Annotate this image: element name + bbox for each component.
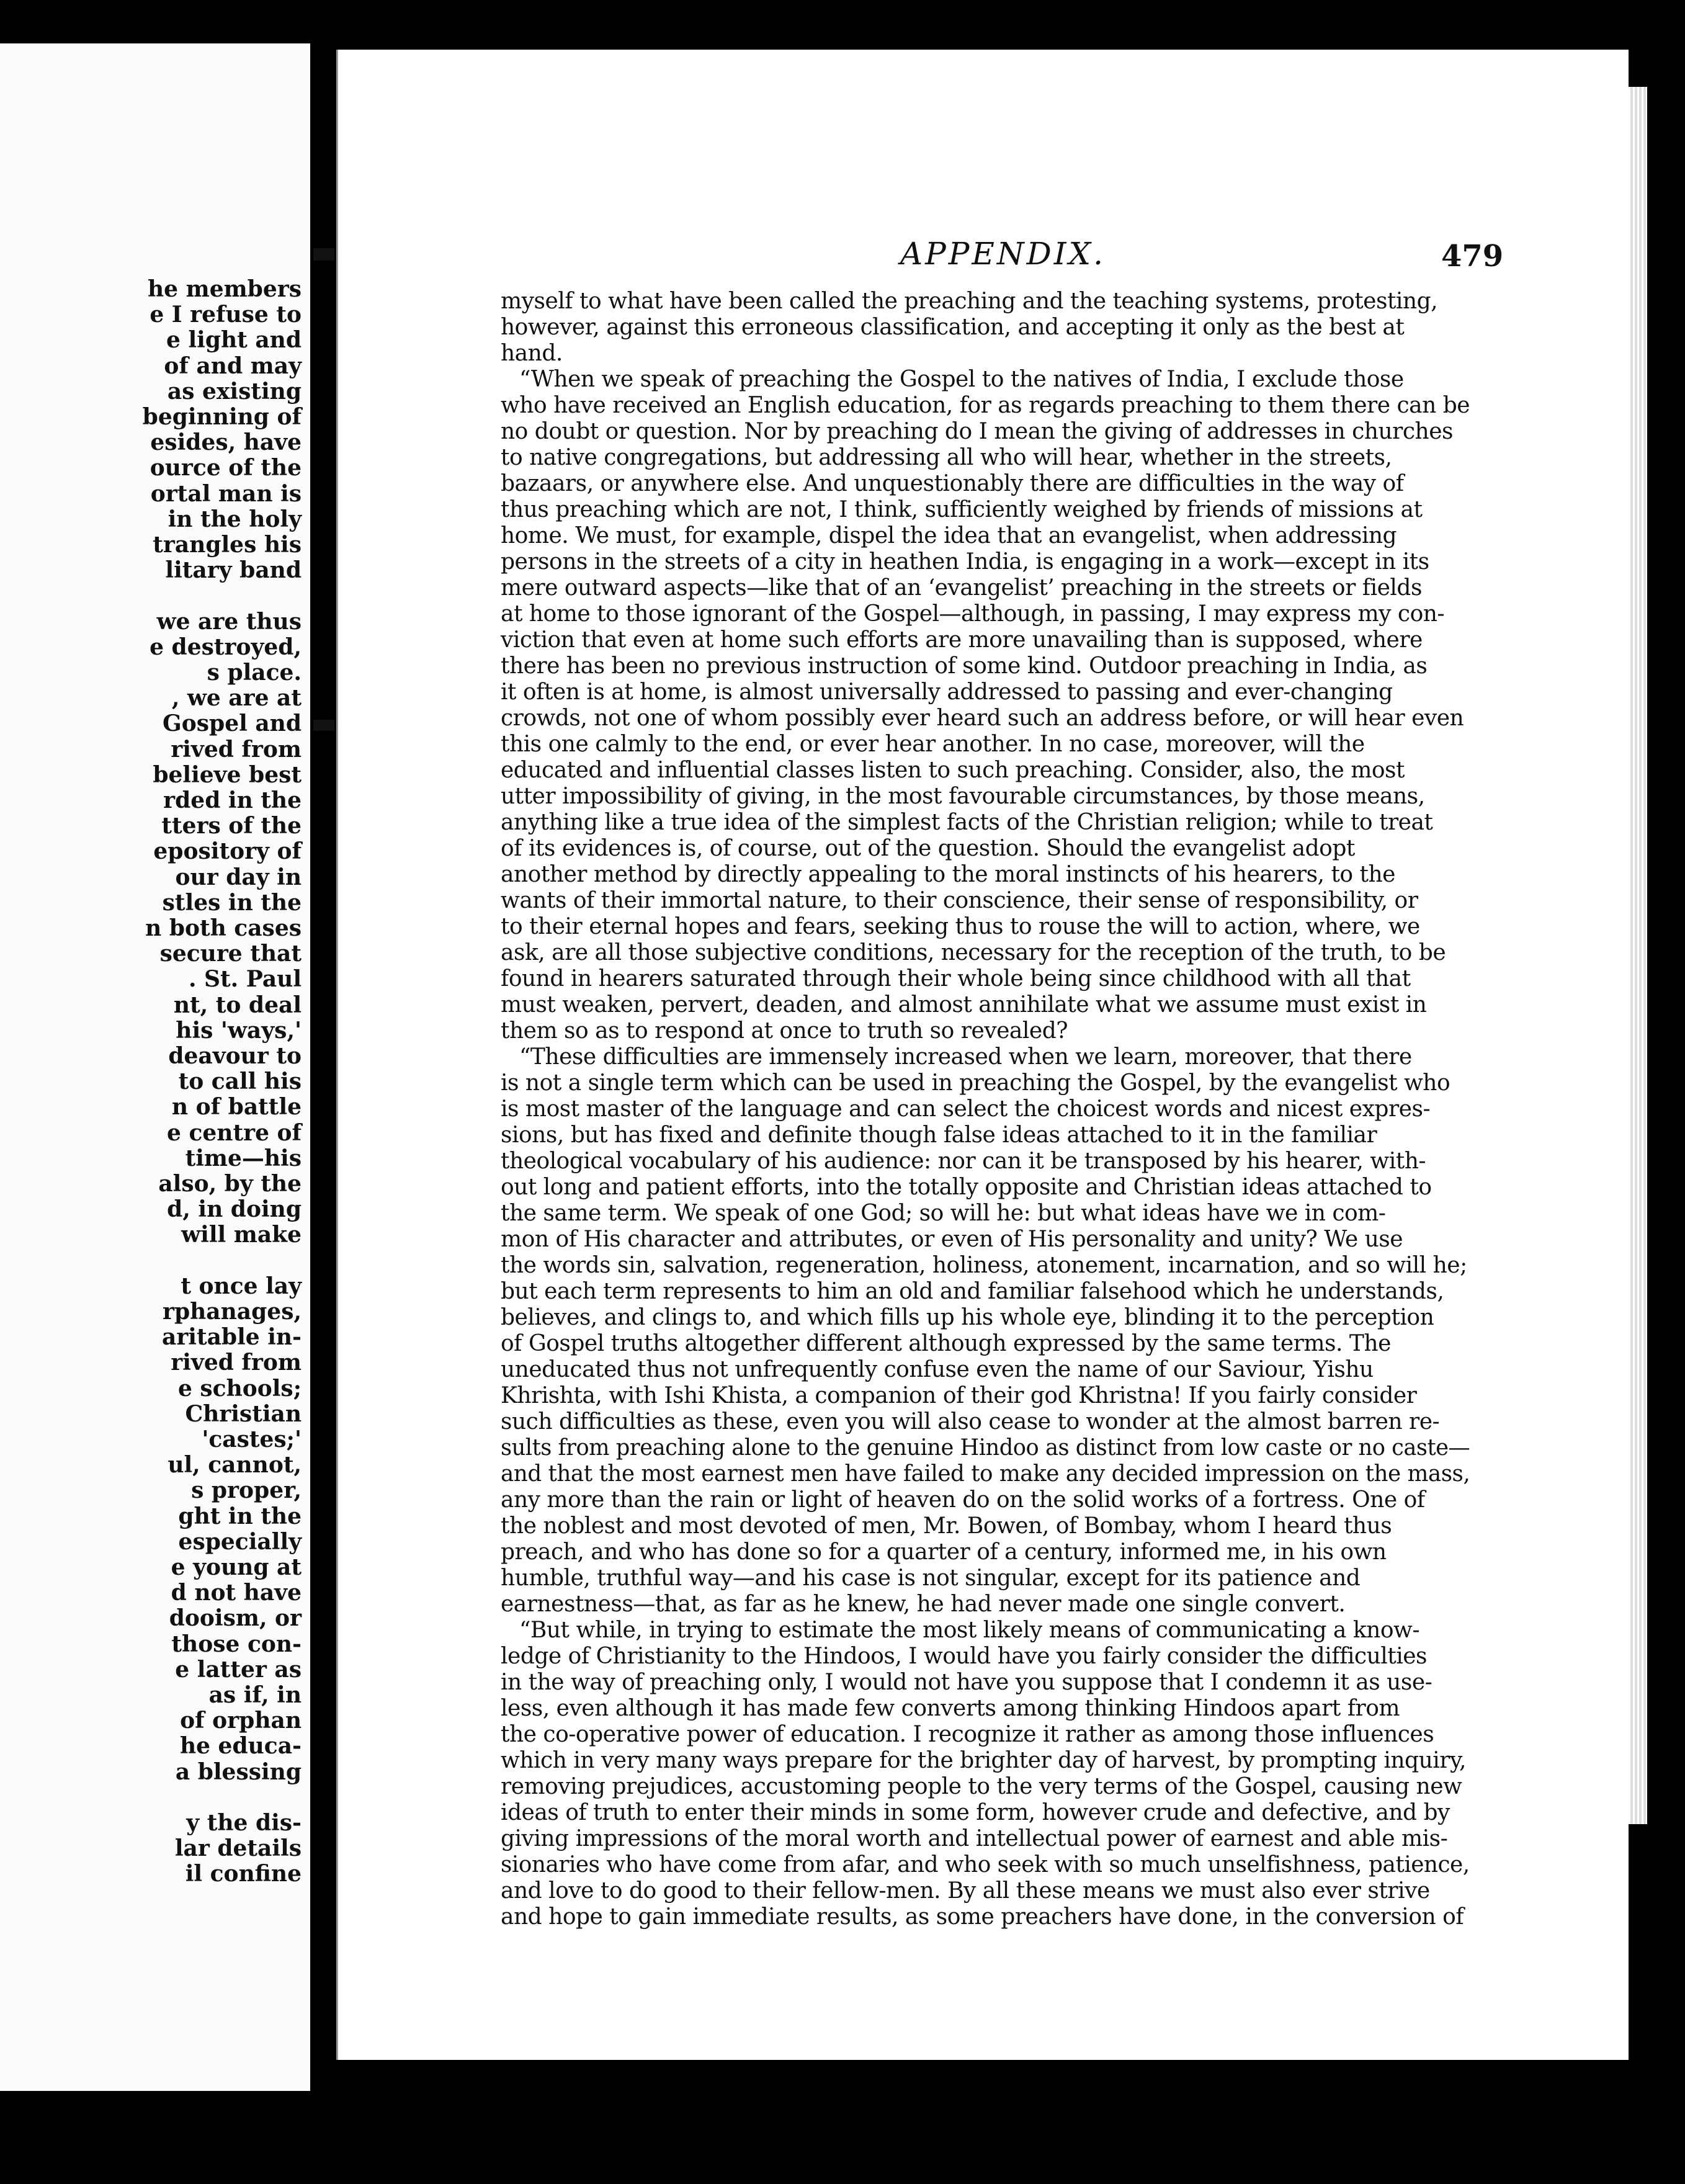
text-line: is not a single term which can be used in preaching the Gospel, by the evangelist who — [501, 1070, 1450, 1096]
body-text — [501, 289, 1470, 1930]
text-line: bazaars, or anywhere else. And unquestionably there are difficulties in the way of — [501, 471, 1404, 496]
fragment-line: litary band — [165, 557, 302, 584]
fragment-line: e centre of — [167, 1119, 302, 1146]
text-line: this one calmly to the end, or ever hear another. In no case, moreover, will the — [501, 732, 1365, 757]
fragment-line: to call his — [178, 1068, 302, 1095]
text-line: crowds, not one of whom possibly ever heard such an address before, or will hear even — [501, 705, 1464, 731]
text-line: “When we speak of preaching the Gospel to the natives of India, I exclude those — [519, 367, 1404, 392]
fragment-line: he members — [147, 276, 302, 302]
fragment-line: as if, in — [208, 1682, 302, 1708]
fragment-line: Christian — [185, 1400, 302, 1427]
fragment-line: e destroyed, — [150, 633, 302, 660]
fragment-line: he educa- — [179, 1733, 302, 1760]
text-line: preach, and who has done so for a quarter of a century, informed me, in his own — [501, 1539, 1387, 1565]
text-line: any more than the rain or light of heaven do on the solid works of a fortress. One of — [501, 1487, 1425, 1513]
text-line: ask, are all those subjective conditions, necessary for the reception of the truth, to be — [501, 940, 1446, 965]
fragment-line: in the holy — [168, 506, 302, 532]
text-line: uneducated thus not unfrequently confuse even the name of our Saviour, Yishu — [501, 1357, 1374, 1382]
fragment-line: deavour to — [168, 1043, 302, 1069]
text-line: anything like a true idea of the simplest facts of the Christian religion; while to treat — [501, 810, 1433, 835]
text-line: another method by directly appealing to the moral instincts of his hearers, to the — [501, 862, 1395, 887]
fragment-line: , we are at — [171, 685, 302, 712]
fragment-line: 'castes;' — [202, 1426, 302, 1452]
fragment-line: e latter as — [175, 1656, 302, 1683]
fragment-line: secure that — [159, 941, 302, 967]
text-line: ideas of truth to enter their minds in some form, however crude and defective, and by — [501, 1800, 1450, 1825]
text-line: and hope to gain immediate results, as some preachers have done, in the conversion of — [501, 1904, 1464, 1930]
fragment-line: ource of the — [150, 455, 302, 481]
facing-page-fragment — [0, 43, 310, 2091]
fragment-line: ul, cannot, — [168, 1452, 302, 1479]
fragment-line: as existing — [167, 378, 302, 405]
fragment-line: ortal man is — [150, 480, 302, 507]
text-line: them so as to respond at once to truth so revealed? — [501, 1018, 1068, 1044]
fragment-line: n of battle — [171, 1094, 302, 1121]
fragment-line: esides, have — [150, 429, 302, 456]
text-line: hand. — [501, 341, 563, 366]
text-line: and that the most earnest men have failed to make any decided impression on the mass, — [501, 1461, 1470, 1487]
text-line: the words sin, salvation, regeneration, holiness, atonement, incarnation, and so will he; — [501, 1253, 1467, 1278]
text-line: of its evidences is, of course, out of the question. Should the evangelist adopt — [501, 836, 1355, 861]
fragment-line: lar details — [174, 1835, 302, 1862]
fragment-line: rived from — [171, 1349, 302, 1376]
text-line: there has been no previous instruction of some kind. Outdoor preaching in India, as — [501, 653, 1428, 679]
text-line: found in hearers saturated through their whole being since childhood with all that — [501, 966, 1411, 991]
fragment-line: epository of — [153, 838, 302, 865]
fragment-line: our day in — [175, 864, 302, 890]
text-line: and love to do good to their fellow-men. By all these means we must also ever strive — [501, 1878, 1430, 1904]
fragment-line: especially — [178, 1528, 302, 1555]
text-line: educated and influential classes listen to such preaching. Consider, also, the most — [501, 758, 1405, 783]
text-line: humble, truthful way—and his case is not singular, except for its patience and — [501, 1565, 1361, 1591]
fragment-line: n both cases — [145, 915, 302, 941]
text-line: of Gospel truths altogether different although expressed by the same terms. The — [501, 1331, 1391, 1356]
text-line: no doubt or question. Nor by preaching do I mean the giving of addresses in churches — [501, 419, 1453, 444]
text-line: “These difficulties are immensely increased when we learn, moreover, that there — [519, 1044, 1412, 1070]
fragment-line: will make — [181, 1222, 302, 1248]
fragment-line: rded in the — [163, 787, 302, 813]
fragment-line: time—his — [185, 1145, 302, 1171]
fragment-line: a blessing — [175, 1758, 302, 1785]
fragment-line: stles in the — [162, 889, 302, 916]
page — [336, 50, 1629, 2060]
text-line: sults from preaching alone to the genuine Hindoo as distinct from low caste or no caste— — [501, 1435, 1470, 1461]
fragment-line: y the dis- — [186, 1810, 302, 1836]
margin-mark — [313, 720, 334, 731]
text-line: but each term represents to him an old and familiar falsehood which he understands, — [501, 1279, 1444, 1304]
text-line: persons in the streets of a city in heathen India, is engaging in a work—except in its — [501, 549, 1429, 575]
fragment-line: e light and — [166, 327, 302, 354]
text-line: wants of their immortal nature, to their conscience, their sense of responsibility, or — [501, 888, 1418, 913]
text-line: however, against this erroneous classification, and accepting it only as the best at — [501, 315, 1405, 340]
text-line: at home to those ignorant of the Gospel—although, in passing, I may express my con- — [501, 601, 1445, 627]
fragment-line: e schools; — [177, 1375, 302, 1402]
fragment-line: his 'ways,' — [176, 1017, 302, 1044]
fragment-line: e young at — [171, 1554, 302, 1580]
fragment-line: those con- — [171, 1631, 302, 1657]
text-line: the co-operative power of education. I recognize it rather as among those influences — [501, 1722, 1434, 1747]
page-number: 479 — [1441, 239, 1504, 274]
text-line: must weaken, pervert, deaden, and almost annihilate what we assume must exist in — [501, 992, 1427, 1018]
text-line: utter impossibility of giving, in the most favourable circumstances, by those means, — [501, 784, 1425, 809]
fragment-line: we are thus — [156, 608, 302, 635]
text-line: sionaries who have come from afar, and who seek with so much unselfishness, patience, — [501, 1852, 1470, 1877]
text-line: earnestness—that, as far as he knew, he had never made one single convert. — [501, 1591, 1346, 1617]
text-line: Khrishta, with Ishi Khista, a companion of their god Khristna! If you fairly consider — [501, 1383, 1417, 1408]
running-head: APPENDIX. — [900, 236, 1106, 272]
fragment-line: beginning of — [142, 404, 302, 430]
text-line: such difficulties as these, even you will also cease to wonder at the almost barren re- — [501, 1409, 1440, 1434]
text-line: mere outward aspects—like that of an ‘evangelist’ preaching in the streets or fields — [501, 575, 1422, 601]
text-line: to their eternal hopes and fears, seeking thus to rouse the will to action, where, we — [501, 914, 1420, 939]
text-line: theological vocabulary of his audience: nor can it be transposed by his hearer, with- — [501, 1148, 1426, 1174]
text-line: it often is at home, is almost universally addressed to passing and ever-changing — [501, 679, 1393, 705]
fragment-line: d not have — [171, 1580, 302, 1606]
fragment-line: t once lay — [181, 1273, 302, 1299]
fragment-line: d, in doing — [167, 1196, 302, 1223]
text-line: sions, but has fixed and definite though false ideas attached to it in the familiar — [501, 1122, 1377, 1148]
fragment-line: Gospel and — [163, 710, 302, 737]
text-line: in the way of preaching only, I would not have you suppose that I condemn it as use- — [501, 1670, 1432, 1695]
text-line: less, even although it has made few converts among thinking Hindoos apart from — [501, 1696, 1400, 1721]
text-line: to native congregations, but addressing all who will hear, whether in the streets, — [501, 445, 1392, 470]
fragment-line: rphanages, — [162, 1299, 302, 1325]
fragment-line: of orphan — [180, 1707, 302, 1734]
fragment-line: of and may — [164, 352, 302, 379]
fragment-line: believe best — [153, 761, 302, 788]
text-line: believes, and clings to, and which fills up his whole eye, blinding it to the perception — [501, 1305, 1434, 1330]
fragment-line: s proper, — [191, 1477, 302, 1504]
fragment-line: also, by the — [158, 1171, 302, 1197]
text-line: the same term. We speak of one God; so will he: but what ideas have we in com- — [501, 1201, 1386, 1226]
fragment-line: nt, to deal — [173, 991, 302, 1018]
text-line: “But while, in trying to estimate the most likely means of communicating a know- — [519, 1618, 1419, 1643]
fragment-line: dooism, or — [169, 1605, 302, 1632]
text-line: who have received an English education, for as regards preaching to them there can be — [501, 393, 1470, 418]
fragment-line: trangles his — [153, 532, 302, 558]
text-line: removing prejudices, accustoming people to the very terms of the Gospel, causing new — [501, 1774, 1462, 1799]
fragment-line: s place. — [207, 660, 302, 686]
fragment-line: tters of the — [161, 813, 302, 839]
text-line: which in very many ways prepare for the brighter day of harvest, by prompting inquiry, — [501, 1748, 1466, 1773]
text-line: thus preaching which are not, I think, sufficiently weighed by friends of missions at — [501, 497, 1423, 522]
text-line: giving impressions of the moral worth and intellectual power of earnest and able mis- — [501, 1826, 1448, 1851]
fragment-line: aritable in- — [162, 1324, 302, 1351]
fragment-line: . St. Paul — [188, 966, 302, 993]
text-line: the noblest and most devoted of men, Mr. Bowen, of Bombay, whom I heard thus — [501, 1513, 1392, 1539]
fragment-line: rived from — [171, 736, 302, 763]
fragment-line: il confine — [185, 1861, 302, 1887]
text-line: home. We must, for example, dispel the idea that an evangelist, when addressing — [501, 523, 1397, 548]
book-gutter — [310, 0, 336, 2184]
margin-mark — [313, 248, 334, 261]
text-line: myself to what have been called the preaching and the teaching systems, protesting, — [501, 289, 1438, 314]
text-line: ledge of Christianity to the Hindoos, I would have you fairly consider the difficulties — [501, 1644, 1428, 1669]
fragment-line: e I refuse to — [150, 302, 302, 328]
fragment-line: ght in the — [178, 1503, 302, 1529]
text-line: viction that even at home such efforts are more unavailing than is supposed, where — [501, 627, 1423, 653]
text-line: is most master of the language and can select the choicest words and nicest expres- — [501, 1096, 1431, 1122]
text-line: mon of His character and attributes, or even of His personality and unity? We use — [501, 1227, 1403, 1252]
text-line: out long and patient efforts, into the totally opposite and Christian ideas attached to — [501, 1175, 1432, 1200]
